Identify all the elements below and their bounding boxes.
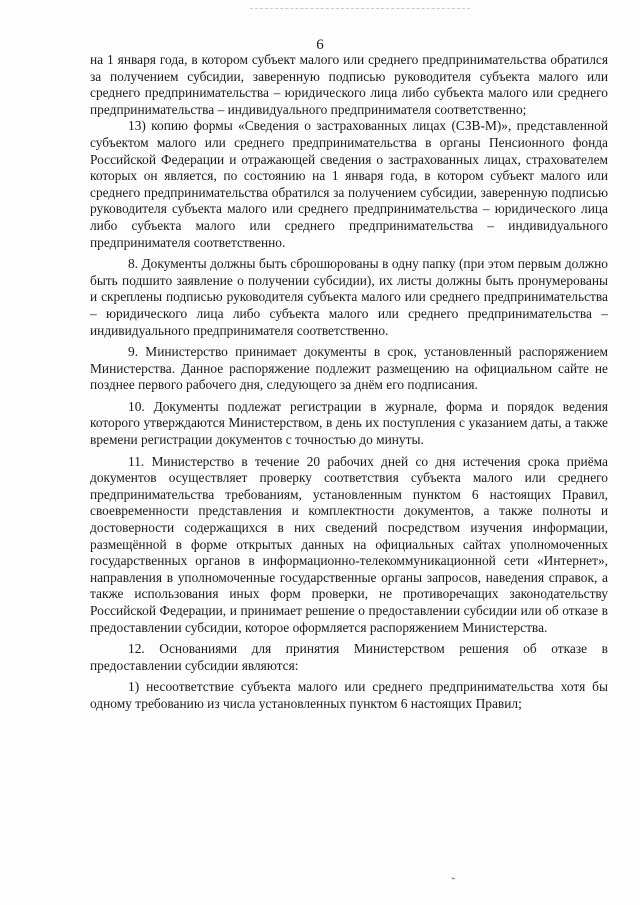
document-body (90, 52, 608, 713)
paragraph-item-12-continued: на 1 января года, в котором субъект малого или среднего предпринимательства обратился за получением субсидии, заверенную подписью руководителя субъекта малого или среднего предпринимательства – юридического лица либо субъекта малого или среднего предпринимательства – индивидуального предпринимателя соответственно; (90, 52, 608, 117)
paragraph-section-12: 12. Основаниями для принятия Министерством решения об отказе в предоставлении субсидии являются: (90, 641, 608, 673)
paragraph-item-13: 13) копию формы «Сведения о застрахованных лицах (СЗВ-М)», представленной субъектом малого или среднего предпринимательства в органы Пенсионного фонда Российской Федерации и отражающей сведения о застрахованных лицах, страхователем которых он является, по состоянию на 1 января года, в котором субъект малого или среднего предпринимательства обратился за получением субсидии, заверенную подписью руководителя субъекта малого или среднего предпринимательства – юридического лица либо субъекта малого или среднего предпринимательства – индивидуального предпринимателя соответственно. (90, 118, 608, 250)
page-number: 6 (316, 37, 324, 53)
paragraph-section-11: 11. Министерство в течение 20 рабочих дней со дня истечения срока приёма документов осуществляет проверку соответствия субъекта малого или среднего предпринимательства требованиям, установленным пунктом 6 настоящих Правил, своевременности представления и комплектности документов, а также полноты и достоверности содержащихся в них сведений посредством изучения информации, размещённой в форме открытых данных на официальных сайтах уполномоченных государственных органов в информационно-телекоммуникационной сети «Интернет», направления в уполномоченные государственные органы запросов, наведения справок, а также использования иных форм проверки, не противоречащих законодательству Российской Федерации, и принимает решение о предоставлении субсидии или об отказе в предоставлении субсидии, которое оформляется распоряжением Министерства. (90, 453, 608, 635)
paragraph-section-12-item-1: 1) несоответствие субъекта малого или среднего предпринимательства хотя бы одному требованию из числа установленных пунктом 6 настоящих Правил; (90, 679, 608, 711)
scan-artifact-mark: ˇ (448, 875, 456, 889)
scan-edge-mark (250, 8, 470, 10)
paragraph-section-8: 8. Документы должны быть сброшюрованы в одну папку (при этом первым должно быть подшито заявление о получении субсидии), их листы должны быть пронумерованы и скреплены подписью руководителя субъекта малого или среднего предпринимательства – юридического лица либо субъекта малого или среднего предпринимательства – индивидуального предпринимателя соответственно. (90, 256, 608, 338)
paragraph-section-9: 9. Министерство принимает документы в срок, установленный распоряжением Министерства. Данное распоряжение подлежит размещению на официальном сайте не позднее первого рабочего дня, следующего за днём его подписания. (90, 344, 608, 393)
paragraph-section-10: 10. Документы подлежат регистрации в журнале, форма и порядок ведения которого утверждаются Министерством, в день их поступления с указанием даты, а также времени регистрации документов с точностью до минуты. (90, 398, 608, 448)
